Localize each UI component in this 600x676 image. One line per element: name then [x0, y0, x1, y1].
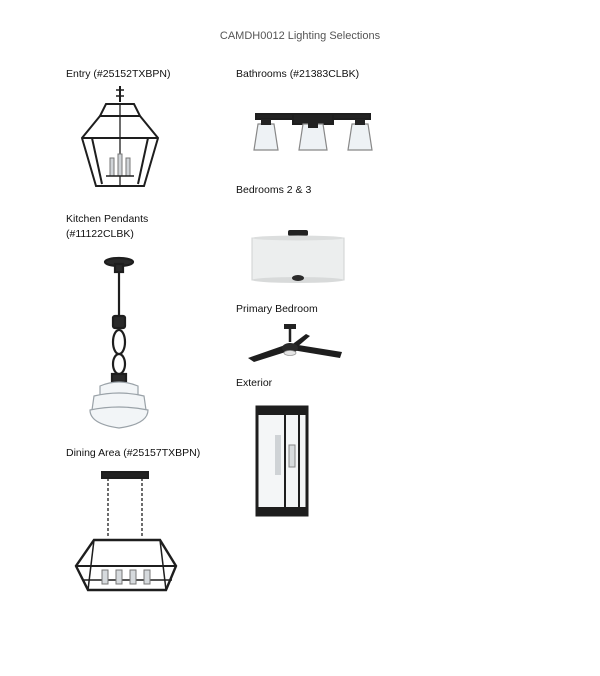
exterior-label: Exterior	[236, 377, 273, 389]
entry-label: Entry (#25152TXBPN)	[66, 68, 171, 80]
kitchen-label-line2: (#11122CLBK)	[66, 228, 134, 240]
document-title: CAMDH0012 Lighting Selections	[219, 30, 381, 42]
wall-lantern-icon	[255, 405, 309, 517]
bathrooms-label: Bathrooms (#21383CLBK)	[236, 68, 360, 80]
bedrooms-label: Bedrooms 2 & 3	[236, 184, 312, 196]
linear-chandelier-icon	[72, 470, 182, 596]
kitchen-label-line1: Kitchen Pendants	[66, 213, 149, 225]
glass-pendant-icon	[86, 256, 152, 432]
vanity-light-icon	[248, 108, 378, 156]
primary-bedroom-label: Primary Bedroom	[236, 303, 318, 315]
dining-label: Dining Area (#25157TXBPN)	[66, 447, 201, 459]
ceiling-fan-icon	[248, 322, 344, 366]
lantern-pendant-icon	[78, 86, 162, 192]
drum-flush-mount-icon	[250, 228, 346, 288]
